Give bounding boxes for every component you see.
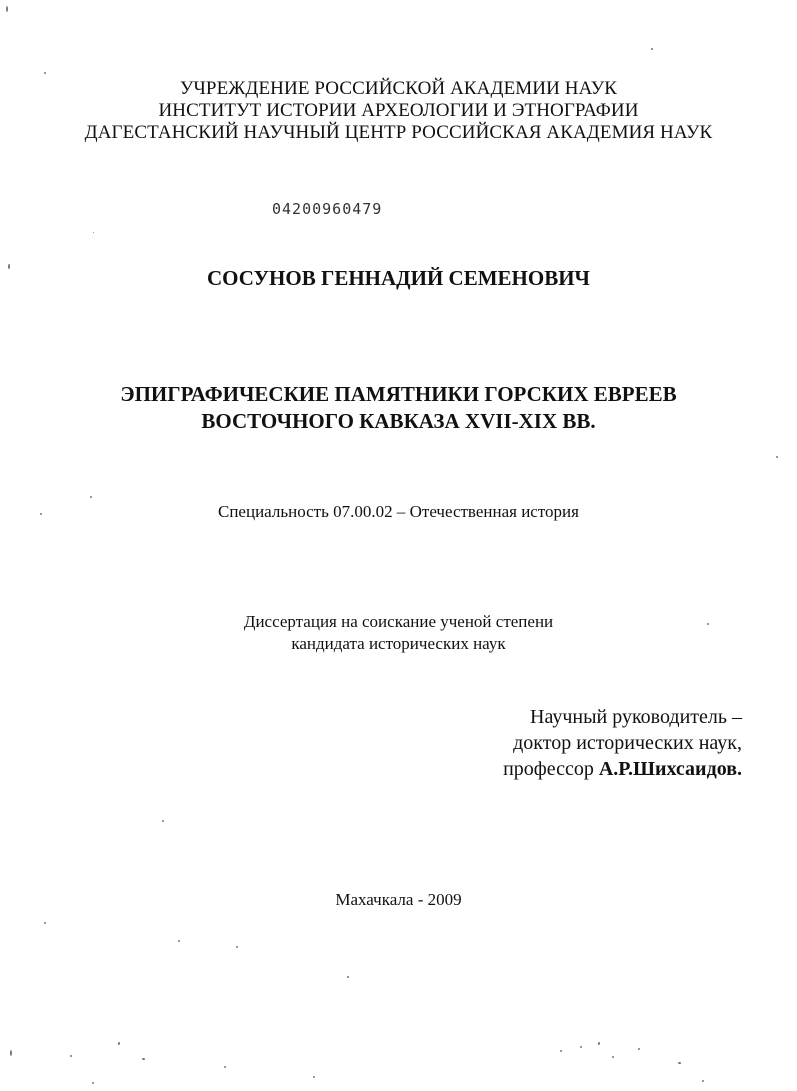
degree-line-1: Диссертация на соискание ученой степени bbox=[243, 612, 554, 631]
scan-speck bbox=[118, 1042, 120, 1045]
scan-speck bbox=[93, 232, 94, 233]
scan-speck bbox=[313, 1076, 315, 1078]
scan-speck bbox=[612, 1056, 614, 1058]
institution-line-1: УЧРЕЖДЕНИЕ РОССИЙСКОЙ АКАДЕМИИ НАУК bbox=[179, 78, 618, 99]
author-name: СОСУНОВ ГЕННАДИЙ СЕМЕНОВИЧ bbox=[207, 266, 590, 290]
advisor-line-3 bbox=[503, 758, 742, 781]
scan-speck bbox=[6, 6, 8, 12]
scan-speck bbox=[702, 1080, 704, 1082]
title-line-1: ЭПИГРАФИЧЕСКИЕ ПАМЯТНИКИ ГОРСКИХ ЕВРЕЕВ bbox=[120, 382, 677, 406]
advisor-line-1: Научный руководитель – bbox=[530, 706, 742, 728]
scan-speck bbox=[678, 1062, 681, 1064]
scan-speck bbox=[598, 1042, 600, 1045]
scan-speck bbox=[44, 72, 46, 74]
institution-line-3: ДАГЕСТАНСКИЙ НАУЧНЫЙ ЦЕНТР РОССИЙСКАЯ АКАДЕМИЯ НАУК bbox=[84, 122, 713, 143]
scan-speck bbox=[142, 1058, 145, 1060]
advisor-title: профессор bbox=[503, 758, 599, 780]
scan-speck bbox=[580, 1046, 582, 1048]
scan-speck bbox=[44, 922, 46, 924]
scan-speck bbox=[70, 1055, 72, 1057]
scan-speck bbox=[707, 623, 709, 625]
advisor-name: А.Р.Шихсаидов. bbox=[598, 758, 742, 780]
scan-speck bbox=[92, 1082, 94, 1084]
scan-speck bbox=[638, 1048, 640, 1050]
scan-speck bbox=[10, 1050, 12, 1056]
place-year: Махачкала - 2009 bbox=[335, 890, 462, 909]
scan-speck bbox=[8, 264, 10, 269]
scan-speck bbox=[224, 1066, 226, 1068]
scan-speck bbox=[40, 513, 42, 515]
scan-speck bbox=[651, 48, 653, 50]
degree-line-2: кандидата исторических наук bbox=[291, 634, 506, 653]
scan-speck bbox=[236, 946, 238, 948]
specialty: Специальность 07.00.02 – Отечественная история bbox=[218, 502, 579, 521]
catalog-code: 04200960479 bbox=[272, 200, 383, 218]
scan-speck bbox=[776, 456, 778, 458]
scan-speck bbox=[90, 496, 92, 498]
institution-line-2: ИНСТИТУТ ИСТОРИИ АРХЕОЛОГИИ И ЭТНОГРАФИИ bbox=[158, 100, 639, 121]
scan-speck bbox=[560, 1050, 562, 1052]
advisor-line-2: доктор исторических наук, bbox=[513, 732, 742, 754]
scan-speck bbox=[347, 976, 349, 978]
scan-speck bbox=[162, 820, 164, 822]
title-line-2: ВОСТОЧНОГО КАВКАЗА XVII-XIX ВВ. bbox=[201, 409, 596, 433]
scan-speck bbox=[178, 940, 180, 942]
